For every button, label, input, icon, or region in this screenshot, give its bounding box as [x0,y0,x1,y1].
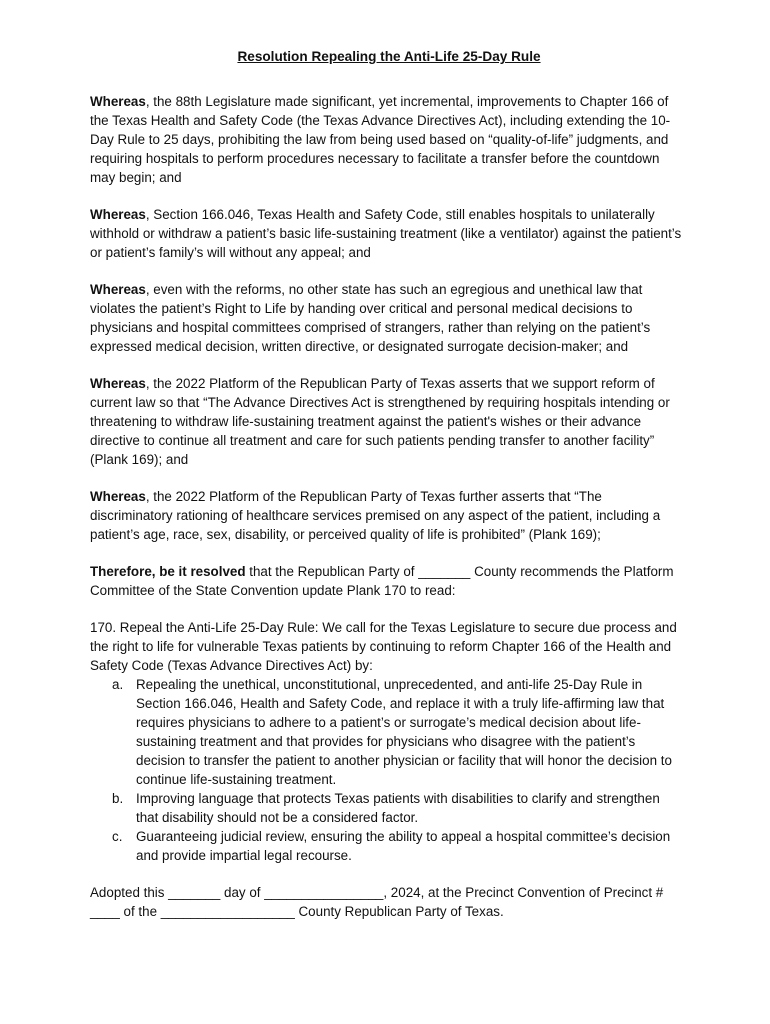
whereas-lead: Whereas [90,94,146,109]
whereas-text: , the 88th Legislature made significant, yet incremental, improvements to Chapter 166 of the Texas Health and Safety Code (the Texas Advance Directives Act), including extending the 10-Day Rule to 25 days, prohibiting the law from being used based on “quality-of-life” judgments, and requiring hospitals to perform procedures necessary to facilitate a transfer before the countdown may begin; and [90,94,671,185]
whereas-clause-1 [90,92,682,187]
document-page [90,47,682,939]
list-marker: a. [112,677,124,692]
plank-item-text: Improving language that protects Texas patients with disabilities to clarify and strengthen that disability should not be a considered factor. [136,791,660,825]
whereas-text: , even with the reforms, no other state has such an egregious and unethical law that violates the patient’s Right to Life by handing over critical and personal medical decisions to physicians and hospital committees comprised of strangers, rather than relying on the patient’s expressed medical decision, written directive, or designated surrogate decision-maker; and [90,282,651,354]
document-title: Resolution Repealing the Anti-Life 25-Day Rule [237,49,541,64]
plank-item-list [90,675,682,865]
whereas-text: , Section 166.046, Texas Health and Safety Code, still enables hospitals to unilaterally withhold or withdraw a patient’s basic life-sustaining treatment (like a ventilator) against the patient’s or patient’s family’s will without any appeal; and [90,207,682,260]
whereas-lead: Whereas [90,376,146,391]
list-marker: b. [112,791,124,806]
plank-170 [90,618,682,865]
whereas-clause-5 [90,487,682,544]
whereas-text: , the 2022 Platform of the Republican Party of Texas asserts that we support reform of current law so that “The Advance Directives Act is strengthened by requiring hospitals intending or threatening to withdraw life-sustaining treatment against the patient's wishes or their advance directive to continue all treatment and care for such patients pending transfer to another facility” (Plank 169); and [90,376,670,467]
adoption-statement: Adopted this _______ day of ________________, 2024, at the Precinct Convention of Precinct # ____ of the __________________ County Republican Party of Texas. [90,885,664,919]
whereas-clause-3 [90,280,682,356]
therefore-text: that the Republican Party of _______ County recommends the Platform Committee of the State Convention update Plank 170 to read: [90,564,674,598]
list-marker: c. [112,829,123,844]
plank-item-a [112,675,682,789]
whereas-lead: Whereas [90,489,146,504]
therefore-clause [90,562,682,600]
plank-intro: 170. Repeal the Anti-Life 25-Day Rule: We call for the Texas Legislature to secure due process and the right to life for vulnerable Texas patients by continuing to reform Chapter 166 of the Health and Safety Code (Texas Advance Directives Act) by: [90,620,677,673]
plank-item-text: Repealing the unethical, unconstitutional, unprecedented, and anti-life 25-Day Rule in Section 166.046, Health and Safety Code, and replace it with a truly life-affirming law that requires physicians to adhere to a patient’s or surrogate’s medical decision about life-sustaining treatment and that provides for physicians who disagree with the patient’s decision to transfer the patient to another physician or facility that will honor the decision to continue life-sustaining treatment. [136,677,672,787]
whereas-clause-2 [90,205,682,262]
therefore-lead: Therefore, be it resolved [90,564,246,579]
plank-item-c [112,827,682,865]
whereas-lead: Whereas [90,207,146,222]
plank-item-text: Guaranteeing judicial review, ensuring the ability to appeal a hospital committee’s decision and provide impartial legal recourse. [136,829,671,863]
whereas-text: , the 2022 Platform of the Republican Party of Texas further asserts that “The discriminatory rationing of healthcare services premised on any aspect of the patient, including a patient’s age, race, sex, disability, or perceived quality of life is prohibited” (Plank 169); [90,489,661,542]
plank-item-b [112,789,682,827]
whereas-lead: Whereas [90,282,146,297]
whereas-clause-4 [90,374,682,469]
